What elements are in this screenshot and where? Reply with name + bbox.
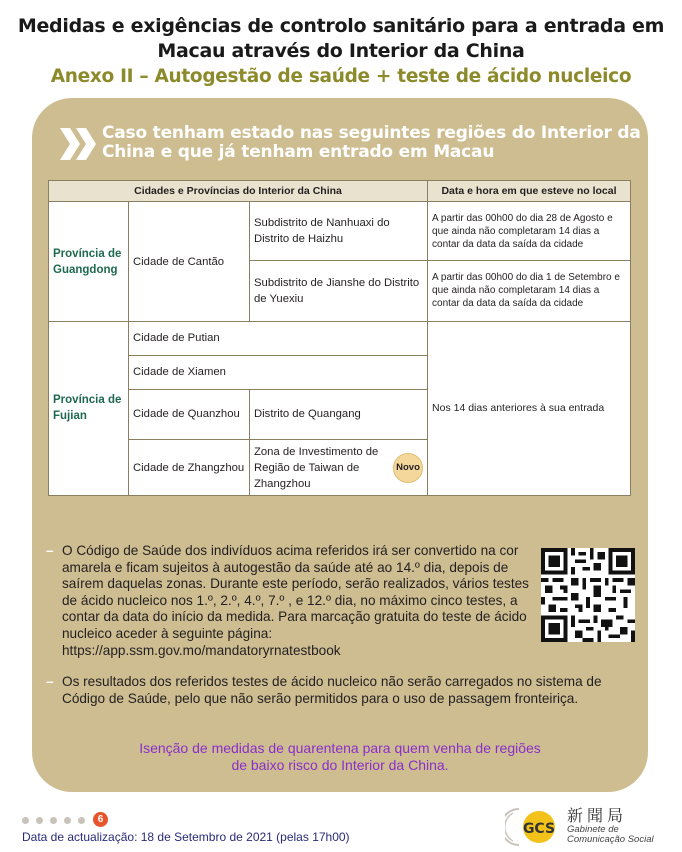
regions-table bbox=[48, 180, 631, 496]
section-title: Caso tenham estado nas seguintes regiões do Interior da China e que já tenham entrado em Macau bbox=[102, 123, 641, 162]
bullet-dash: – bbox=[46, 543, 54, 558]
logo-pt-line: Comunicação Social bbox=[567, 834, 654, 845]
current-page-badge: 6 bbox=[93, 812, 108, 827]
district-taiwan-zone-label: Zona de Investimento de Região de Taiwan de Zhangzhou bbox=[254, 445, 379, 490]
page-title: Medidas e exigências de controlo sanitário para a entrada em Macau através do Interior da China bbox=[17, 15, 665, 62]
page-dot[interactable] bbox=[22, 817, 29, 824]
new-badge: Novo bbox=[393, 453, 423, 483]
logo-pt-line: Gabinete de bbox=[567, 824, 619, 835]
page-dot[interactable] bbox=[50, 817, 57, 824]
column-header-regions: Cidades e Províncias do Interior da China bbox=[49, 181, 428, 202]
logo-mark-text: GCS bbox=[522, 821, 556, 837]
test-booking-link[interactable]: https://app.ssm.gov.mo/mandatoryrnatestbook bbox=[62, 642, 341, 658]
district-jianshe: Subdistrito de Jianshe do Distrito de Yuexiu bbox=[250, 261, 428, 322]
date-nanhuaxi: A partir das 00h00 do dia 28 de Agosto e que ainda não completaram 14 dias a contar da data da saída da cidade bbox=[428, 202, 631, 261]
notice-line: Isenção de medidas de quarentena para quem venha de regiões bbox=[139, 740, 541, 756]
quarantine-exemption-notice bbox=[52, 740, 628, 774]
table-header-row bbox=[49, 181, 631, 202]
qr-code-icon[interactable] bbox=[541, 548, 635, 642]
city-putian: Cidade de Putian bbox=[129, 321, 428, 355]
logo-chinese-name: 新聞局 bbox=[567, 806, 628, 825]
table-row bbox=[49, 321, 631, 355]
last-updated: Data de actualização: 18 de Setembro de 2021 (pelas 17h00) bbox=[22, 830, 350, 844]
province-guangdong: Província de Guangdong bbox=[49, 202, 129, 322]
city-zhangzhou: Cidade de Zhangzhou bbox=[129, 440, 250, 496]
page-subtitle: Anexo II – Autogestão de saúde + teste de ácido nucleico bbox=[50, 66, 632, 87]
city-quanzhou: Cidade de Quanzhou bbox=[129, 389, 250, 440]
page-dot[interactable] bbox=[64, 817, 71, 824]
column-header-date: Data e hora em que esteve no local bbox=[428, 181, 631, 202]
bullet-health-code bbox=[46, 543, 536, 659]
district-taiwan-zone bbox=[250, 440, 428, 496]
logo-portuguese-name bbox=[567, 825, 654, 845]
bullet-test-results-text: Os resultados dos referidos testes de ácido nucleico não serão carregados no sistema de Código de Saúde, pelo que não serão permitidos para o uso de passagem fronteiriça. bbox=[62, 674, 602, 706]
gcs-logo-icon bbox=[505, 805, 557, 849]
page-dot[interactable] bbox=[36, 817, 43, 824]
province-fujian: Província de Fujian bbox=[49, 321, 129, 495]
city-guangzhou: Cidade de Cantão bbox=[129, 202, 250, 322]
district-quangang: Distrito de Quangang bbox=[250, 389, 428, 440]
double-chevron-icon bbox=[58, 126, 98, 162]
table-row bbox=[49, 202, 631, 261]
page-dot[interactable] bbox=[78, 817, 85, 824]
district-nanhuaxi: Subdistrito de Nanhuaxi do Distrito de Haizhu bbox=[250, 202, 428, 261]
date-fujian: Nos 14 dias anteriores à sua entrada bbox=[428, 321, 631, 495]
bullet-health-code-text: O Código de Saúde dos indivíduos acima referidos irá ser convertido na cor amarela e ficam sujeitos à autogestão da saúde até ao 14.º dia, depois de saírem daquelas zonas. Durante este período, serão realizados, vários testes de ácido nucleico nos 1.º, 2.º, 4.º, 7.º , e 12.º dia, no máximo cinco testes, a contar da data do início da medida. Para marcação gratuita do teste de ácido nucleico aceder à seguinte página: bbox=[62, 543, 529, 641]
date-jianshe: A partir das 00h00 do dia 1 de Setembro e que ainda não completaram 14 dias a contar da data da saída da cidade bbox=[428, 261, 631, 322]
bullet-test-results bbox=[46, 674, 606, 707]
city-xiamen: Cidade de Xiamen bbox=[129, 356, 428, 389]
notice-line: de baixo risco do Interior da China. bbox=[231, 757, 449, 773]
bullet-dash: – bbox=[46, 674, 54, 689]
